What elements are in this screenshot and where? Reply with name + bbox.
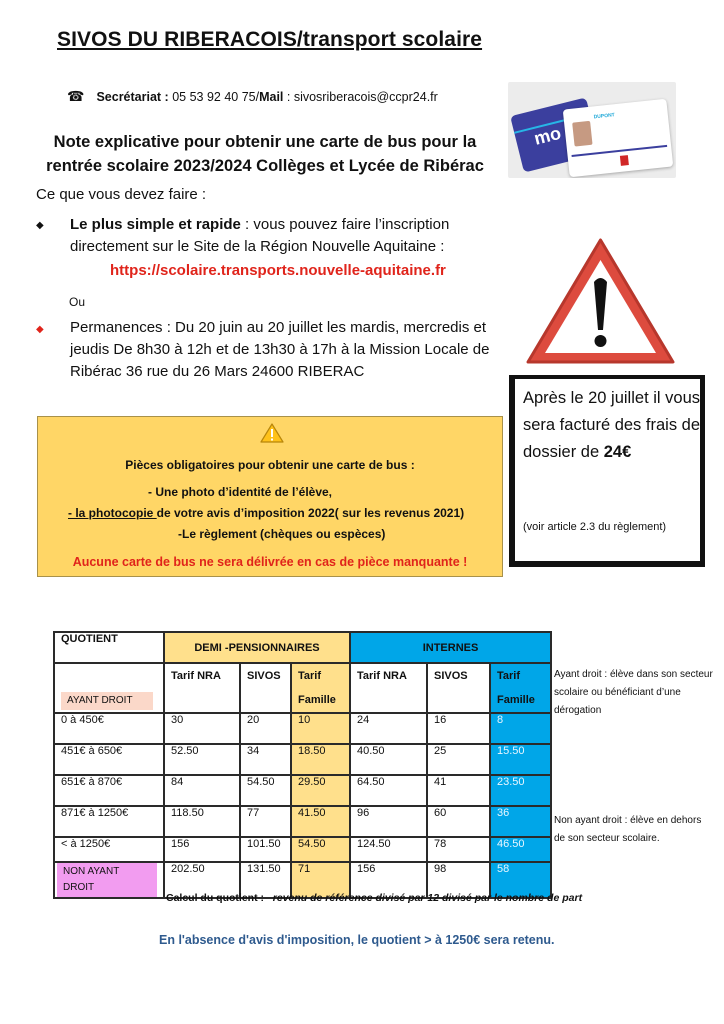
famille-label: Famille bbox=[298, 694, 336, 706]
document-payment: -Le règlement (chèques ou espèces) bbox=[178, 527, 386, 541]
int-famille-cell: 15.50 bbox=[490, 744, 551, 775]
required-documents-box bbox=[37, 416, 503, 577]
documents-title: Pièces obligatoires pour obtenir une carte de bus : bbox=[125, 458, 415, 472]
demi-sivos-cell: 34 bbox=[240, 744, 291, 775]
tariff-table bbox=[53, 631, 552, 899]
late-fee-message: Après le 20 juillet il vous sera facturé des frais de dossier de bbox=[523, 389, 701, 461]
int-famille-cell: 46.50 bbox=[490, 837, 551, 862]
int-famille-cell: 23.50 bbox=[490, 775, 551, 806]
todo-label: Ce que vous devez faire : bbox=[36, 186, 207, 203]
int-famille-cell: 36 bbox=[490, 806, 551, 837]
warning-icon bbox=[260, 423, 284, 443]
demi-famille-cell: 54.50 bbox=[291, 837, 350, 862]
option-online-text: : vous pouvez faire l’inscription directement sur le Site de la Région Nouvelle Aquitaine : bbox=[70, 216, 450, 255]
region-logo-icon bbox=[620, 155, 629, 166]
email-address[interactable]: sivosriberacois@ccpr24.fr bbox=[293, 89, 438, 104]
int-famille-cell: 58 bbox=[490, 862, 551, 898]
mail-separator: : bbox=[283, 89, 294, 104]
heading-line-2: rentrée scolaire 2023/2024 Collèges et Lycée de Ribérac bbox=[46, 157, 484, 175]
quotient-cell: < à 1250€ bbox=[54, 837, 164, 862]
demi-nra-cell: 202.50 bbox=[164, 862, 240, 898]
table-row bbox=[54, 806, 551, 837]
legend-ayant-droit: Ayant droit : élève dans son secteur scolaire ou bénéficiant d’une dérogation bbox=[554, 669, 713, 716]
contact-line bbox=[67, 88, 438, 105]
demi-famille-cell: 29.50 bbox=[291, 775, 350, 806]
missing-document-warning: Aucune carte de bus ne sera délivrée en cas de pièce manquante ! bbox=[72, 555, 468, 569]
demi-sivos-cell: 77 bbox=[240, 806, 291, 837]
option-online bbox=[70, 214, 490, 258]
int-sivos-cell: 78 bbox=[427, 837, 490, 862]
int-sivos-cell: 25 bbox=[427, 744, 490, 775]
page-title: SIVOS DU RIBERACOIS/transport scolaire bbox=[57, 28, 483, 51]
quotient-header: QUOTIENT bbox=[54, 632, 164, 663]
note-heading bbox=[28, 130, 502, 178]
warning-triangle-icon bbox=[523, 234, 678, 369]
late-fee-reference: (voir article 2.3 du règlement) bbox=[523, 521, 667, 533]
demi-sivos-cell: 20 bbox=[240, 713, 291, 744]
tarif-label: Tarif bbox=[497, 670, 521, 682]
or-label: Ou bbox=[69, 295, 86, 309]
int-nra-cell: 96 bbox=[350, 806, 427, 837]
calc-label: Calcul du quotient : bbox=[166, 892, 264, 904]
demi-famille-cell: 71 bbox=[291, 862, 350, 898]
document-tax-rest: de votre avis d’imposition 2022( sur les revenus 2021) bbox=[156, 506, 465, 520]
table-row bbox=[54, 837, 551, 862]
late-fee-amount: 24€ bbox=[603, 443, 632, 461]
int-sivos-cell: 41 bbox=[427, 775, 490, 806]
diamond-bullet-icon: ◆ bbox=[36, 324, 44, 335]
demi-nra-cell: 30 bbox=[164, 713, 240, 744]
absence-note: En l'absence d'avis d'imposition, le quotient > à 1250€ sera retenu. bbox=[159, 933, 555, 947]
demi-nra-cell: 156 bbox=[164, 837, 240, 862]
int-nra-cell: 40.50 bbox=[350, 744, 427, 775]
int-nra-cell: 24 bbox=[350, 713, 427, 744]
int-tarif-nra-header: Tarif NRA bbox=[350, 663, 427, 713]
int-tarif-famille-header bbox=[490, 663, 551, 713]
demi-tarif-famille-header bbox=[291, 663, 350, 713]
demi-sivos-cell: 131.50 bbox=[240, 862, 291, 898]
card-name: DUPONT bbox=[593, 112, 616, 121]
contact-text bbox=[96, 90, 437, 104]
table-row bbox=[54, 744, 551, 775]
card-photo bbox=[572, 121, 592, 147]
quotient-cell: 0 à 450€ bbox=[54, 713, 164, 744]
quotient-cell: 651€ à 870€ bbox=[54, 775, 164, 806]
table-subheader-row bbox=[54, 663, 551, 713]
quotient-cell bbox=[54, 862, 164, 898]
document-tax-underlined: - la photocopie bbox=[68, 506, 157, 520]
table-row bbox=[54, 775, 551, 806]
int-sivos-cell: 16 bbox=[427, 713, 490, 744]
ayant-droit-tag: AYANT DROIT bbox=[61, 692, 153, 710]
demi-tarif-nra-header: Tarif NRA bbox=[164, 663, 240, 713]
bus-card-image bbox=[508, 82, 676, 178]
table-header-row bbox=[54, 632, 551, 663]
registration-link[interactable]: https://scolaire.transports.nouvelle-aquitaine.fr bbox=[110, 262, 446, 279]
demi-nra-cell: 84 bbox=[164, 775, 240, 806]
quotient-cell: 871€ à 1250€ bbox=[54, 806, 164, 837]
famille-label: Famille bbox=[497, 694, 535, 706]
mail-label: Mail bbox=[259, 89, 284, 104]
secretariat-label: Secrétariat : bbox=[96, 89, 169, 104]
late-fee-text bbox=[523, 385, 703, 466]
int-sivos-cell: 98 bbox=[427, 862, 490, 898]
group-demi-pensionnaires: DEMI -PENSIONNAIRES bbox=[164, 632, 350, 663]
demi-sivos-cell: 54.50 bbox=[240, 775, 291, 806]
int-nra-cell: 156 bbox=[350, 862, 427, 898]
int-sivos-header: SIVOS bbox=[427, 663, 490, 713]
int-sivos-cell: 60 bbox=[427, 806, 490, 837]
quotient-calculation bbox=[166, 892, 582, 904]
table-row bbox=[54, 713, 551, 744]
demi-famille-cell: 18.50 bbox=[291, 744, 350, 775]
heading-line-1: Note explicative pour obtenir une carte de bus pour la bbox=[53, 133, 477, 151]
demi-sivos-cell: 101.50 bbox=[240, 837, 291, 862]
quotient-cell: 451€ à 650€ bbox=[54, 744, 164, 775]
document-tax-notice bbox=[68, 506, 464, 520]
option-permanences: Permanences : Du 20 juin au 20 juillet les mardis, mercredis et jeudis De 8h30 à 12h et de 13h30 à 17h à la Mission Locale de Ribérac 36 rue du 26 Mars 24600 RIBERAC bbox=[70, 319, 490, 380]
phone-number: 05 53 92 40 75/ bbox=[172, 89, 260, 104]
legend-non-ayant-droit: Non ayant droit : élève en dehors de son secteur scolaire. bbox=[554, 815, 702, 844]
card-front bbox=[563, 99, 674, 177]
demi-sivos-header: SIVOS bbox=[240, 663, 291, 713]
document-photo: - Une photo d’identité de l’élève, bbox=[148, 485, 333, 499]
option-online-bold: Le plus simple et rapide bbox=[70, 216, 241, 233]
ayant-droit-cell bbox=[54, 663, 164, 713]
card-brand: mo bbox=[531, 122, 563, 149]
demi-famille-cell: 41.50 bbox=[291, 806, 350, 837]
demi-famille-cell: 10 bbox=[291, 713, 350, 744]
non-ayant-droit-tag: NON AYANT DROIT bbox=[57, 863, 157, 897]
calc-formula: revenu de référence divisé par 12 divisé par le nombre de part bbox=[272, 892, 583, 904]
int-nra-cell: 64.50 bbox=[350, 775, 427, 806]
group-internes: INTERNES bbox=[350, 632, 551, 663]
late-fee-notice bbox=[509, 375, 705, 567]
diamond-bullet-icon: ◆ bbox=[36, 220, 44, 231]
demi-nra-cell: 118.50 bbox=[164, 806, 240, 837]
tarif-label: Tarif bbox=[298, 670, 322, 682]
int-nra-cell: 124.50 bbox=[350, 837, 427, 862]
int-famille-cell: 8 bbox=[490, 713, 551, 744]
demi-nra-cell: 52.50 bbox=[164, 744, 240, 775]
telephone-icon: ☎ bbox=[67, 88, 85, 104]
